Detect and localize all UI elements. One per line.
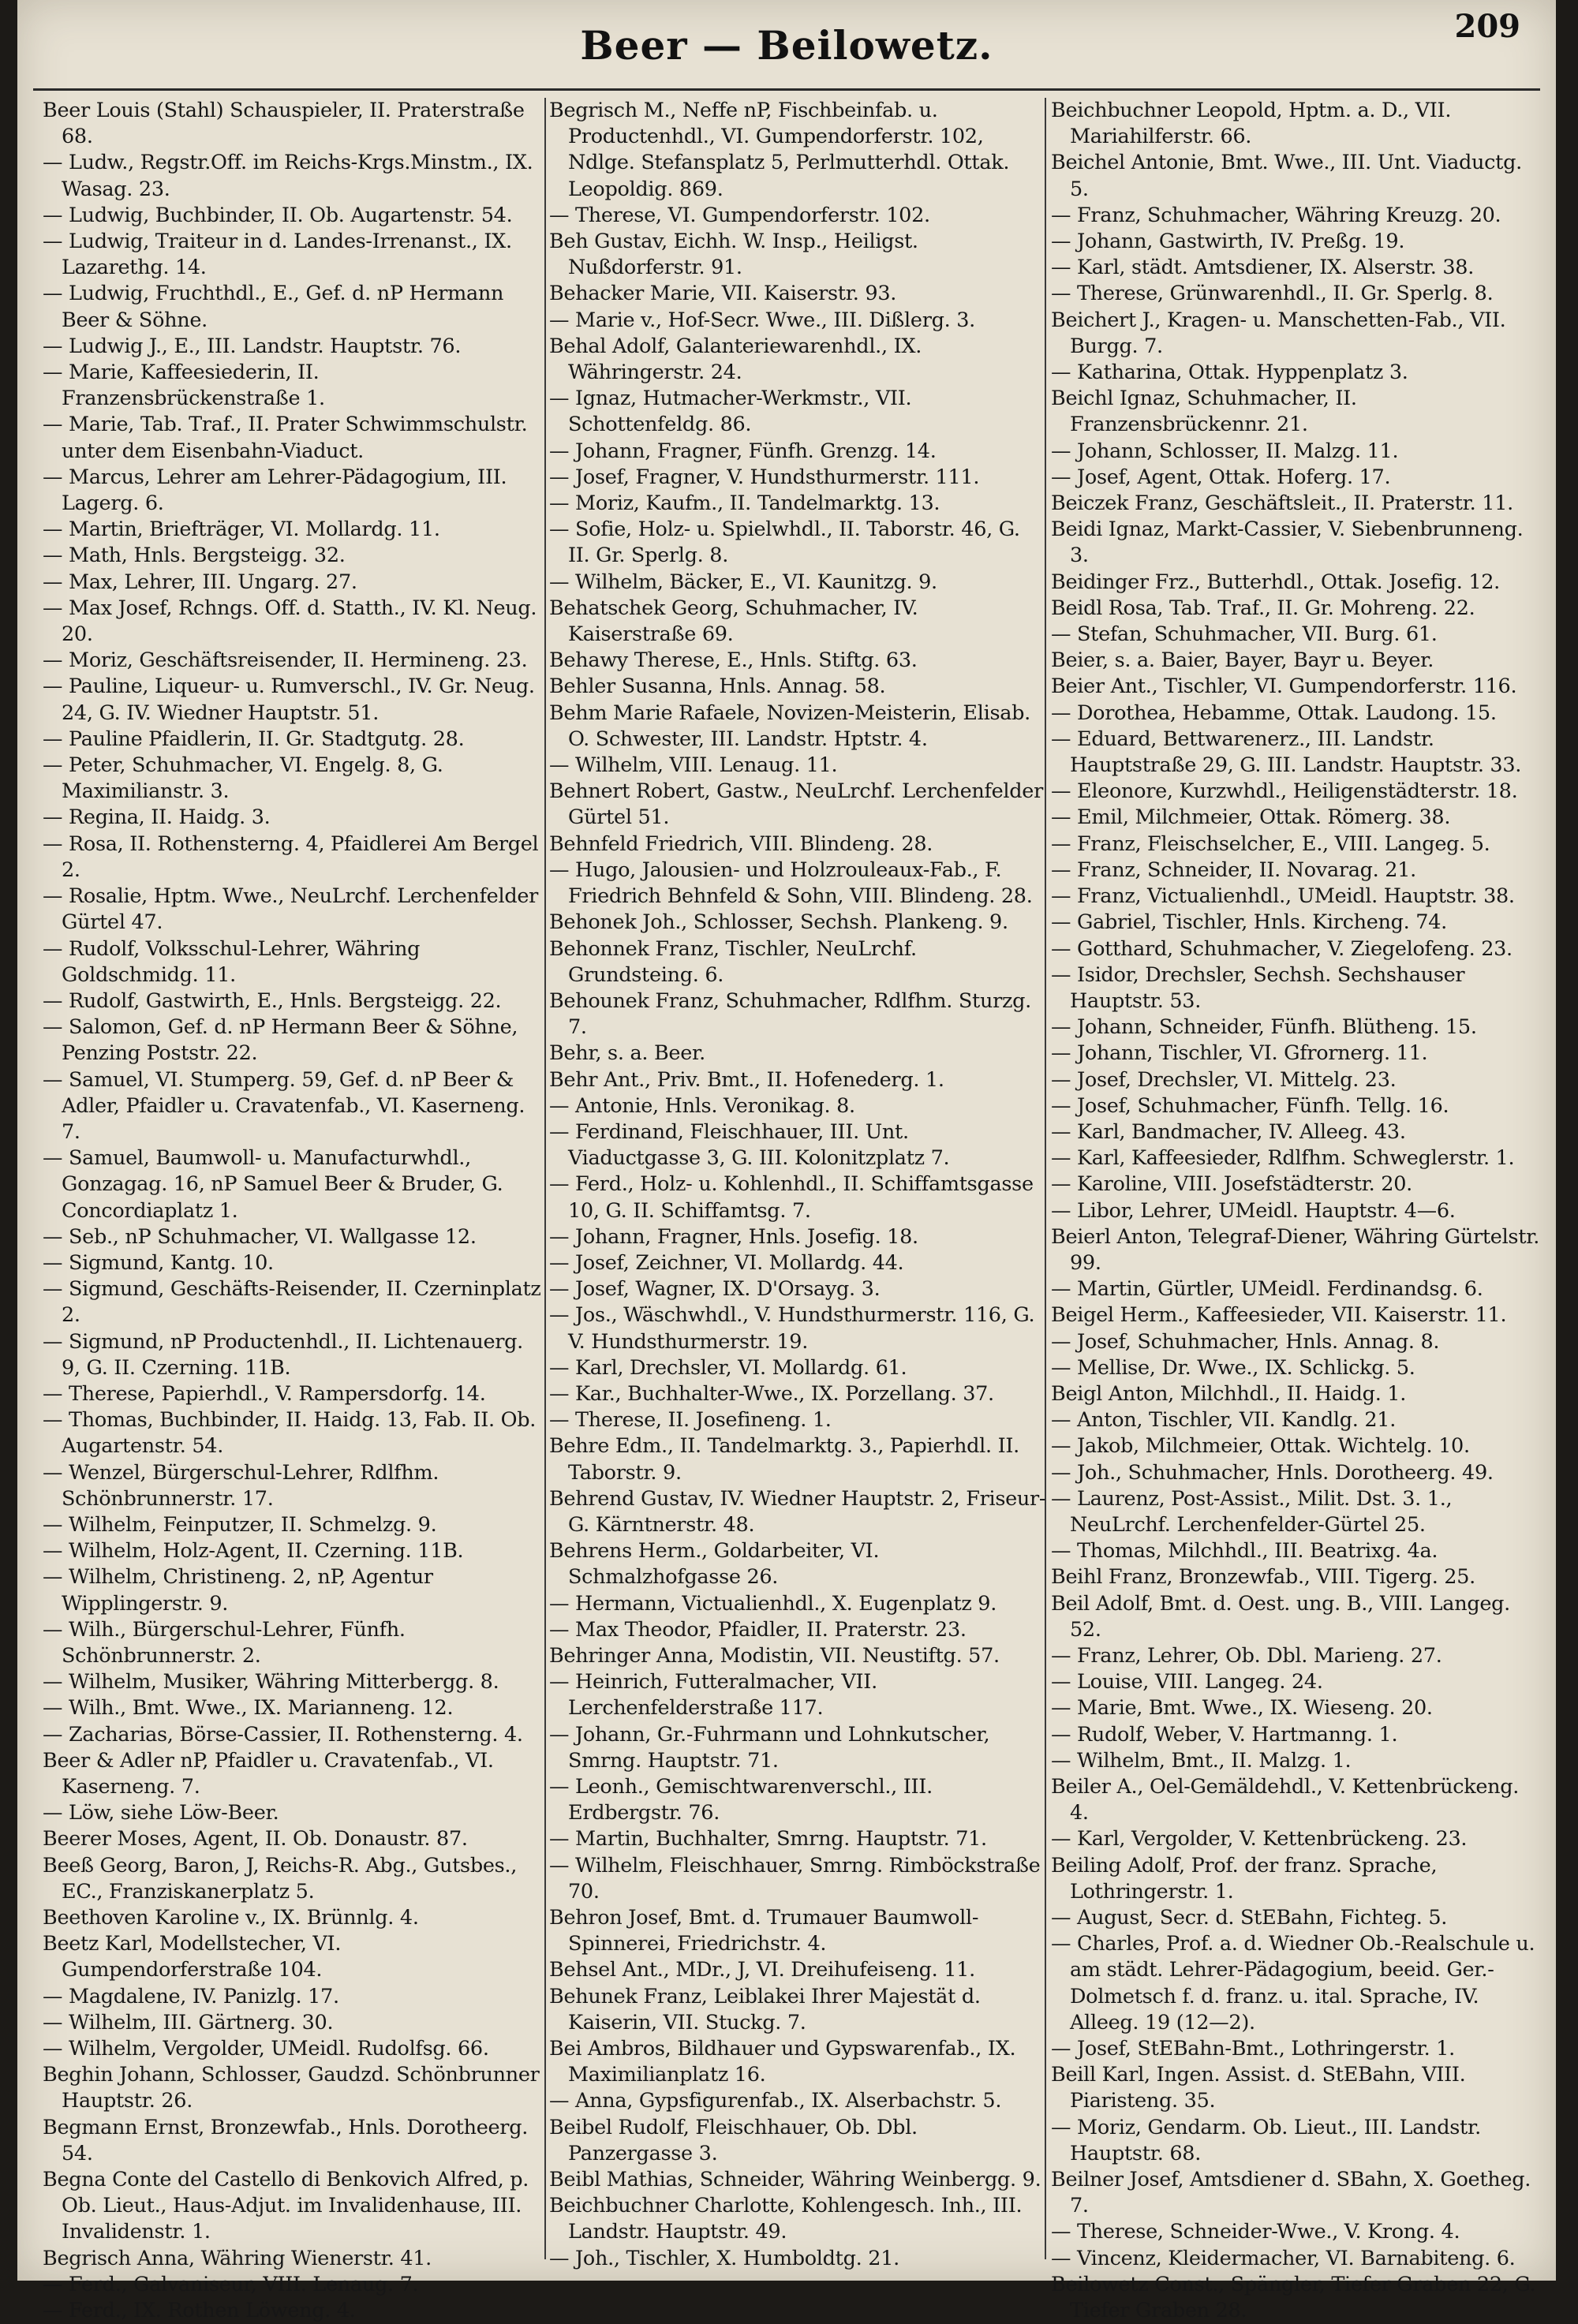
directory-entry: — Eduard, Bettwarenerz., III. Landstr. Hauptstraße 29, G. III. Landstr. Hauptstr. 33.	[1051, 727, 1522, 778]
directory-entry: Begrisch M., Neffe nP, Fischbeinfab. u. Productenhdl., VI. Gumpendorferstr. 102, Ndlge. Stefansplatz 5, Perlmutterhdl. Ottak. Leopoldig. 869.	[549, 99, 1010, 201]
directory-entry: — Emil, Milchmeier, Ottak. Römerg. 38.	[1051, 805, 1451, 830]
directory-entry: — Leonh., Gemischtwarenverschl., III. Erdbergstr. 76.	[549, 1775, 933, 1825]
directory-page	[17, 0, 1556, 2323]
directory-entry: — Rosa, II. Rothensterng. 4, Pfaidlerei Am Bergel 2.	[43, 831, 539, 882]
directory-entry: — Johann, Fragner, Fünfh. Grenzg. 14.	[549, 439, 937, 463]
directory-entry: Beghin Johann, Schlosser, Gaudzd. Schönbrunner Hauptstr. 26.	[43, 2063, 540, 2113]
directory-entry: — Stefan, Schuhmacher, VII. Burg. 61.	[1051, 622, 1438, 647]
directory-entry: Beilner Josef, Amtsdiener d. SBahn, X. Goetheg. 7.	[1051, 2168, 1531, 2218]
directory-entry: — Max, Lehrer, III. Ungarg. 27.	[43, 570, 357, 594]
directory-entry: Behr, s. a. Beer.	[549, 1041, 705, 1066]
directory-entry: — Rudolf, Weber, V. Hartmanng. 1.	[1051, 1722, 1398, 1747]
directory-entry: Beichbuchner Leopold, Hptm. a. D., VII. Mariahilferstr. 66.	[1051, 99, 1452, 149]
directory-entry: — Josef, StEBahn-Bmt., Lothringerstr. 1.	[1051, 2037, 1455, 2061]
directory-entry: — Math, Hnls. Bergsteigg. 32.	[43, 544, 346, 568]
directory-entry: — Hermann, Victualienhdl., X. Eugenplatz 9.	[549, 1591, 997, 1616]
directory-entry: — Anna, Gypsfigurenfab., IX. Alserbachstr. 5.	[549, 2089, 1002, 2113]
directory-entry: — Joh., Tischler, X. Humboldtg. 21.	[549, 2246, 899, 2270]
directory-entry: — Sigmund, nP Productenhdl., II. Lichtenauerg. 9, G. II. Czerning. 11B.	[43, 1329, 523, 1380]
directory-entry: Behr Ant., Priv. Bmt., II. Hofenederg. 1.	[549, 1067, 944, 1092]
directory-entry: — Moriz, Gendarm. Ob. Lieut., III. Landstr. Hauptstr. 68.	[1051, 2115, 1481, 2165]
directory-entry: Beidinger Frz., Butterhdl., Ottak. Josefig. 12.	[1051, 570, 1500, 594]
directory-entry: — Karl, Drechsler, VI. Mollardg. 61.	[549, 1355, 907, 1380]
directory-entry: — Josef, Drechsler, VI. Mittelg. 23.	[1051, 1067, 1397, 1092]
directory-entry: — Karl, Vergolder, V. Kettenbrückeng. 23.	[1051, 1827, 1468, 1851]
directory-entry: — Josef, Zeichner, VI. Mollardg. 44.	[549, 1250, 904, 1275]
directory-entry: — Johann, Fragner, Hnls. Josefig. 18.	[549, 1224, 918, 1249]
directory-entry: — Jakob, Milchmeier, Ottak. Wichtelg. 10.	[1051, 1434, 1470, 1459]
directory-entry: — Johann, Tischler, VI. Gfrornerg. 11.	[1051, 1041, 1428, 1066]
directory-entry: Beier, s. a. Baier, Bayer, Bayr u. Beyer.	[1051, 648, 1434, 673]
directory-entry: — Ludwig, Fruchthdl., E., Gef. d. nP Hermann Beer & Söhne.	[43, 282, 504, 332]
directory-entry: — Jos., Wäschwhdl., V. Hundsthurmerstr. 116, G. V. Hundsthurmerstr. 19.	[549, 1303, 1035, 1354]
directory-entry: — Martin, Briefträger, VI. Mollardg. 11.	[43, 517, 440, 542]
directory-entry: Behnfeld Friedrich, VIII. Blindeng. 28.	[549, 831, 933, 856]
directory-entry: — Rudolf, Gastwirth, E., Hnls. Bergsteigg. 22.	[43, 988, 502, 1013]
directory-entry: Behron Josef, Bmt. d. Trumauer Baumwoll-Spinnerei, Friedrichstr. 4.	[549, 1906, 979, 1956]
directory-entry: — Pauline Pfaidlerin, II. Gr. Stadtgutg. 28.	[43, 727, 465, 751]
directory-entry: — Löw, siehe Löw-Beer.	[43, 1801, 279, 1825]
header-rule	[33, 88, 1540, 91]
directory-entry: — Dorothea, Hebamme, Ottak. Laudong. 15.	[1051, 701, 1497, 725]
directory-entry: — Laurenz, Post-Assist., Milit. Dst. 3. 1., NeuLrchf. Lerchenfelder-Gürtel 25.	[1051, 1486, 1453, 1537]
directory-entry: — Regina, II. Haidg. 3.	[43, 805, 271, 830]
directory-entry: Beiczek Franz, Geschäftsleit., II. Praterstr. 11.	[1051, 491, 1513, 516]
directory-entry: Behler Susanna, Hnls. Annag. 58.	[549, 674, 886, 699]
directory-entry: — Wilhelm, Bmt., II. Malzg. 1.	[1051, 1748, 1352, 1773]
directory-entry: Beill Karl, Ingen. Assist. d. StEBahn, VIII. Piaristeng. 35.	[1051, 2063, 1466, 2113]
directory-entry: Beigel Herm., Kaffeesieder, VII. Kaiserstr. 11.	[1051, 1303, 1507, 1328]
directory-entry: — Ferd., Galvaniseur, VIII. Lenaug. 7.	[43, 2272, 419, 2296]
directory-entry: — Marcus, Lehrer am Lehrer-Pädagogium, III. Lagerg. 6.	[43, 465, 507, 516]
directory-entry: Behrens Herm., Goldarbeiter, VI. Schmalzhofgasse 26.	[549, 1539, 880, 1590]
directory-entry: — Marie, Tab. Traf., II. Prater Schwimmschulstr. unter dem Eisenbahn-Viaduct.	[43, 413, 528, 463]
directory-entry: — Katharina, Ottak. Hyppenplatz 3.	[1051, 361, 1408, 385]
directory-entry: — Josef, Agent, Ottak. Hoferg. 17.	[1051, 465, 1391, 489]
directory-entry: — Karl, städt. Amtsdiener, IX. Alserstr. 38.	[1051, 256, 1475, 280]
directory-entry: — Kar., Buchhalter-Wwe., IX. Porzellang. 37.	[549, 1381, 994, 1406]
directory-entry: — Wilhelm, Vergolder, UMeidl. Rudolfsg. 66.	[43, 2037, 489, 2061]
directory-entry: — Ferd., IX. Rothen Löweng. 4.	[43, 2299, 356, 2323]
directory-entry: — Mellise, Dr. Wwe., IX. Schlickg. 5.	[1051, 1355, 1415, 1380]
directory-entry: — Martin, Gürtler, UMeidl. Ferdinandsg. 6.	[1051, 1277, 1483, 1302]
directory-entry: — Marie, Kaffeesiederin, II. Franzensbrückenstraße 1.	[43, 361, 325, 411]
directory-entry: — Therese, Papierhdl., V. Rampersdorfg. 14.	[43, 1381, 486, 1406]
directory-entry: Behonnek Franz, Tischler, NeuLrchf. Grundsteing. 6.	[549, 936, 917, 987]
directory-entry: — Samuel, Baumwoll- u. Manufacturwhdl., Gonzagag. 16, nP Samuel Beer & Bruder, G. Concordiaplatz 1.	[43, 1146, 503, 1223]
directory-entry: — Ludwig, Buchbinder, II. Ob. Augartenstr. 54.	[43, 203, 513, 227]
directory-entry: — Johann, Schneider, Fünfh. Blütheng. 15.	[1051, 1015, 1477, 1040]
directory-entry: Behsel Ant., MDr., J, VI. Dreihufeiseng. 11.	[549, 1958, 975, 1982]
directory-entry: — Peter, Schuhmacher, VI. Engelg. 8, G. Maximilianstr. 3.	[43, 753, 443, 804]
directory-entry: Beethoven Karoline v., IX. Brünnlg. 4.	[43, 1906, 419, 1930]
directory-entry: — Wilh., Bmt. Wwe., IX. Marianneng. 12.	[43, 1696, 454, 1721]
directory-entry: — Eleonore, Kurzwhdl., Heiligenstädterstr. 18.	[1051, 779, 1518, 804]
directory-entry: — Samuel, VI. Stumperg. 59, Gef. d. nP Beer & Adler, Pfaidler u. Cravatenfab., VI. Kaserneng. 7.	[43, 1067, 525, 1144]
directory-entry: — Martin, Buchhalter, Smrng. Hauptstr. 71.	[549, 1827, 987, 1851]
directory-entry: Begna Conte del Castello di Benkovich Alfred, p. Ob. Lieut., Haus-Adjut. im Invalidenhause, III. Invalidenstr. 1.	[43, 2168, 529, 2244]
directory-entry: — Anton, Tischler, VII. Kandlg. 21.	[1051, 1408, 1396, 1433]
directory-entry: Beerer Moses, Agent, II. Ob. Donaustr. 87.	[43, 1827, 468, 1851]
directory-entry: — Josef, Fragner, V. Hundsthurmerstr. 111.	[549, 465, 980, 489]
column-1	[43, 98, 541, 2323]
directory-entry: — Salomon, Gef. d. nP Hermann Beer & Söhne, Penzing Poststr. 22.	[43, 1015, 518, 1066]
directory-entry: Beetz Karl, Modellstecher, VI. Gumpendorferstraße 104.	[43, 1932, 342, 1982]
directory-entry: — Karl, Bandmacher, IV. Alleeg. 43.	[1051, 1119, 1406, 1144]
directory-entry: — Franz, Victualienhdl., UMeidl. Hauptstr. 38.	[1051, 884, 1515, 909]
directory-entry: — Johann, Gr.-Fuhrmann und Lohnkutscher, Smrng. Hauptstr. 71.	[549, 1722, 990, 1773]
directory-entry: — Wenzel, Bürgerschul-Lehrer, Rdlfhm. Schönbrunnerstr. 17.	[43, 1460, 439, 1511]
directory-entry: — Wilhelm, Musiker, Währing Mitterbergg. 8.	[43, 1670, 499, 1694]
directory-entry: — Wilhelm, Christineng. 2, nP, Agentur Wipplingerstr. 9.	[43, 1565, 433, 1616]
directory-entry: — Ignaz, Hutmacher-Werkmstr., VII. Schottenfeldg. 86.	[549, 387, 912, 437]
running-title: Beer — Beilowetz.	[580, 22, 993, 69]
directory-entry: Beeß Georg, Baron, J, Reichs-R. Abg., Gutsbes., EC., Franziskanerplatz 5.	[43, 1853, 518, 1904]
directory-entry: — Karoline, VIII. Josefstädterstr. 20.	[1051, 1172, 1412, 1197]
directory-entry: — Ludwig, Traiteur in d. Landes-Irrenanst., IX. Lazarethg. 14.	[43, 230, 512, 280]
directory-entry: — Louise, VIII. Langeg. 24.	[1051, 1670, 1323, 1694]
directory-entry: — Wilhelm, Bäcker, E., VI. Kaunitzg. 9.	[549, 570, 937, 594]
directory-entry: Beer Louis (Stahl) Schauspieler, II. Praterstraße 68.	[43, 99, 525, 149]
directory-entry: — Marie v., Hof-Secr. Wwe., III. Dißlerg. 3.	[549, 308, 975, 332]
directory-entry: Behnert Robert, Gastw., NeuLrchf. Lerchenfelder Gürtel 51.	[549, 779, 1043, 830]
column-2	[549, 98, 1046, 2270]
directory-entry: Beibl Mathias, Schneider, Währing Weinbergg. 9.	[549, 2168, 1041, 2192]
directory-entry: — Sigmund, Kantg. 10.	[43, 1250, 274, 1275]
directory-entry: — Johann, Gastwirth, IV. Preßg. 19.	[1051, 230, 1405, 254]
directory-entry: — Thomas, Milchhdl., III. Beatrixg. 4a.	[1051, 1539, 1438, 1564]
directory-entry: — Libor, Lehrer, UMeidl. Hauptstr. 4—6.	[1051, 1198, 1456, 1223]
directory-entry: — Wilhelm, Holz-Agent, II. Czerning. 11B.	[43, 1539, 464, 1564]
directory-entry: Beichbuchner Charlotte, Kohlengesch. Inh., III. Landstr. Hauptstr. 49.	[549, 2194, 1023, 2244]
directory-entry: — Marie, Bmt. Wwe., IX. Wieseng. 20.	[1051, 1696, 1433, 1721]
directory-entry: Beierl Anton, Telegraf-Diener, Währing Gürtelstr. 99.	[1051, 1224, 1540, 1275]
column-3	[1051, 98, 1540, 2323]
directory-entry: — Zacharias, Börse-Cassier, II. Rothensterng. 4.	[43, 1722, 523, 1747]
directory-entry: Beihl Franz, Bronzewfab., VIII. Tigerg. 25.	[1051, 1565, 1475, 1590]
directory-entry: Behawy Therese, E., Hnls. Stiftg. 63.	[549, 648, 918, 673]
directory-entry: Behunek Franz, Leiblakei Ihrer Majestät d. Kaiserin, VII. Stuckg. 7.	[549, 1984, 981, 2034]
directory-entry: — Josef, Schuhmacher, Fünfh. Tellg. 16.	[1051, 1093, 1449, 1118]
directory-entry: — Wilhelm, III. Gärtnerg. 30.	[43, 2010, 334, 2034]
directory-entry: Behringer Anna, Modistin, VII. Neustiftg. 57.	[549, 1643, 1000, 1668]
directory-entry: — Seb., nP Schuhmacher, VI. Wallgasse 12.	[43, 1224, 477, 1249]
directory-entry: — Thomas, Buchbinder, II. Haidg. 13, Fab. II. Ob. Augartenstr. 54.	[43, 1408, 537, 1459]
directory-entry: — Antonie, Hnls. Veronikag. 8.	[549, 1093, 855, 1118]
directory-entry: Beichert J., Kragen- u. Manschetten-Fab., VII. Burgg. 7.	[1051, 308, 1506, 358]
directory-entry: — Franz, Schneider, II. Novarag. 21.	[1051, 857, 1416, 882]
directory-entry: — Josef, Schuhmacher, Hnls. Annag. 8.	[1051, 1329, 1440, 1354]
directory-entry: Beiler A., Oel-Gemäldehdl., V. Kettenbrückeng. 4.	[1051, 1775, 1520, 1825]
directory-entry: — Isidor, Drechsler, Sechsh. Sechshauser Hauptstr. 53.	[1051, 962, 1465, 1013]
directory-entry: — Moriz, Kaufm., II. Tandelmarktg. 13.	[549, 491, 940, 516]
directory-entry: — Ludw., Regstr.Off. im Reichs-Krgs.Minstm., IX. Wasag. 23.	[43, 151, 533, 201]
directory-entry: — Heinrich, Futteralmacher, VII. Lerchenfelderstraße 117.	[549, 1670, 877, 1721]
directory-entry: — Gabriel, Tischler, Hnls. Kircheng. 74.	[1051, 910, 1447, 935]
directory-entry: — August, Secr. d. StEBahn, Fichteg. 5.	[1051, 1906, 1448, 1930]
directory-entry: Beil Adolf, Bmt. d. Oest. ung. B., VIII. Langeg. 52.	[1051, 1591, 1510, 1642]
directory-entry: — Max Theodor, Pfaidler, II. Praterstr. 23.	[549, 1617, 967, 1642]
directory-entry: Beer & Adler nP, Pfaidler u. Cravatenfab., VI. Kaserneng. 7.	[43, 1748, 494, 1799]
directory-entry: Behatschek Georg, Schuhmacher, IV. Kaiserstraße 69.	[549, 596, 918, 647]
directory-entry: Begmann Ernst, Bronzewfab., Hnls. Dorotheerg. 54.	[43, 2115, 529, 2165]
directory-entry: Beidl Rosa, Tab. Traf., II. Gr. Mohreng. 22.	[1051, 596, 1475, 620]
directory-entry: Behm Marie Rafaele, Novizen-Meisterin, Elisab. O. Schwester, III. Landstr. Hptstr. 4.	[549, 701, 1030, 751]
directory-entry: Behre Edm., II. Tandelmarktg. 3., Papierhdl. II. Taborstr. 9.	[549, 1434, 1019, 1485]
directory-entry: — Johann, Schlosser, II. Malzg. 11.	[1051, 439, 1399, 463]
directory-entry: Behounek Franz, Schuhmacher, Rdlfhm. Sturzg. 7.	[549, 988, 1031, 1040]
directory-entry: Behrend Gustav, IV. Wiedner Hauptstr. 2, Friseur-G. Kärntnerstr. 48.	[549, 1486, 1046, 1537]
directory-entry: Beidi Ignaz, Markt-Cassier, V. Siebenbrunneng. 3.	[1051, 517, 1524, 568]
directory-entry: Beh Gustav, Eichh. W. Insp., Heiligst. Nußdorferstr. 91.	[549, 230, 918, 280]
directory-entry: — Max Josef, Rchngs. Off. d. Statth., IV. Kl. Neug. 20.	[43, 596, 537, 647]
directory-entry: Beier Ant., Tischler, VI. Gumpendorferstr. 116.	[1051, 674, 1517, 699]
directory-entry: — Wilh., Bürgerschul-Lehrer, Fünfh. Schönbrunnerstr. 2.	[43, 1617, 406, 1668]
directory-entry: Beigl Anton, Milchhdl., II. Haidg. 1.	[1051, 1381, 1407, 1406]
directory-entry: — Therese, II. Josefineng. 1.	[549, 1408, 832, 1433]
directory-entry: — Rosalie, Hptm. Wwe., NeuLrchf. Lerchenfelder Gürtel 47.	[43, 884, 539, 935]
directory-entry: — Wilhelm, Fleischhauer, Smrng. Rimböckstraße 70.	[549, 1853, 1041, 1904]
directory-entry: Bei Ambros, Bildhauer und Gypswarenfab., IX. Maximilianplatz 16.	[549, 2037, 1016, 2087]
directory-entry: — Josef, Wagner, IX. D'Orsayg. 3.	[549, 1277, 881, 1302]
directory-entry: Behonek Joh., Schlosser, Sechsh. Plankeng. 9.	[549, 910, 1008, 935]
directory-entry: Beichl Ignaz, Schuhmacher, II. Franzensbrückennr. 21.	[1051, 387, 1357, 437]
directory-entry: — Pauline, Liqueur- u. Rumverschl., IV. Gr. Neug. 24, G. IV. Wiedner Hauptstr. 51.	[43, 674, 535, 725]
directory-entry: — Hugo, Jalousien- und Holzrouleaux-Fab., F. Friedrich Behnfeld & Sohn, VIII. Blindeng. 28.	[549, 857, 1033, 909]
directory-entry: — Sofie, Holz- u. Spielwhdl., II. Taborstr. 46, G. II. Gr. Sperlg. 8.	[549, 517, 1020, 568]
directory-entry: — Therese, Grünwarenhdl., II. Gr. Sperlg. 8.	[1051, 282, 1494, 306]
directory-entry: — Karl, Kaffeesieder, Rdlfhm. Schweglerstr. 1.	[1051, 1146, 1515, 1171]
directory-entry: Behal Adolf, Galanteriewarenhdl., IX. Währingerstr. 24.	[549, 334, 922, 385]
directory-entry: — Wilhelm, Feinputzer, II. Schmelzg. 9.	[43, 1512, 437, 1537]
directory-entry: — Ferd., Holz- u. Kohlenhdl., II. Schiffamtsgasse 10, G. II. Schiffamtsg. 7.	[549, 1172, 1034, 1223]
page-header	[17, 0, 1556, 95]
directory-entry: Beiling Adolf, Prof. der franz. Sprache, Lothringerstr. 1.	[1051, 1853, 1438, 1904]
directory-entry: Begrisch Anna, Währing Wienerstr. 41.	[43, 2246, 432, 2270]
column-divider	[544, 98, 546, 2259]
directory-entry: — Franz, Fleischselcher, E., VIII. Langeg. 5.	[1051, 831, 1490, 856]
directory-entry: — Moriz, Geschäftsreisender, II. Hermineng. 23.	[43, 648, 528, 673]
directory-entry: — Therese, Schneider-Wwe., V. Krong. 4.	[1051, 2220, 1460, 2244]
directory-entry: — Joh., Schuhmacher, Hnls. Dorotheerg. 49.	[1051, 1460, 1494, 1485]
directory-entry: — Wilhelm, VIII. Lenaug. 11.	[549, 753, 838, 778]
directory-entry: Beilowetz Const., Spängler, Tiefer Graben 22, G. Tiefer Graben 28.	[1051, 2272, 1536, 2323]
directory-entry: — Sigmund, Geschäfts-Reisender, II. Czerninplatz 2.	[43, 1277, 541, 1328]
directory-entry: — Vincenz, Kleidermacher, VI. Barnabiteng. 6.	[1051, 2246, 1516, 2270]
directory-entry: — Charles, Prof. a. d. Wiedner Ob.-Realschule u. am städt. Lehrer-Pädagogium, beeid. Ger.-Dolmetsch f. d. franz. u. ital. Sprache, IV. Alleeg. 19 (12—2).	[1051, 1932, 1535, 2034]
directory-entry: — Magdalene, IV. Panizlg. 17.	[43, 1984, 339, 2008]
directory-entry: Beichel Antonie, Bmt. Wwe., III. Unt. Viaductg. 5.	[1051, 151, 1522, 201]
directory-entry: — Therese, VI. Gumpendorferstr. 102.	[549, 203, 930, 227]
directory-entry: — Franz, Schuhmacher, Währing Kreuzg. 20.	[1051, 203, 1501, 227]
directory-entry: Beibel Rudolf, Fleischhauer, Ob. Dbl. Panzergasse 3.	[549, 2115, 918, 2165]
directory-entry: — Franz, Lehrer, Ob. Dbl. Marieng. 27.	[1051, 1643, 1442, 1668]
directory-entry: — Ferdinand, Fleischhauer, III. Unt. Viaductgasse 3, G. III. Kolonitzplatz 7.	[549, 1119, 950, 1171]
directory-entry: Behacker Marie, VII. Kaiserstr. 93.	[549, 282, 897, 306]
page-number: 209	[1454, 8, 1520, 45]
directory-entry: — Gotthard, Schuhmacher, V. Ziegelofeng. 23.	[1051, 936, 1513, 961]
directory-entry: — Ludwig J., E., III. Landstr. Hauptstr. 76.	[43, 334, 462, 358]
directory-entry: — Rudolf, Volksschul-Lehrer, Währing Goldschmidg. 11.	[43, 936, 421, 987]
